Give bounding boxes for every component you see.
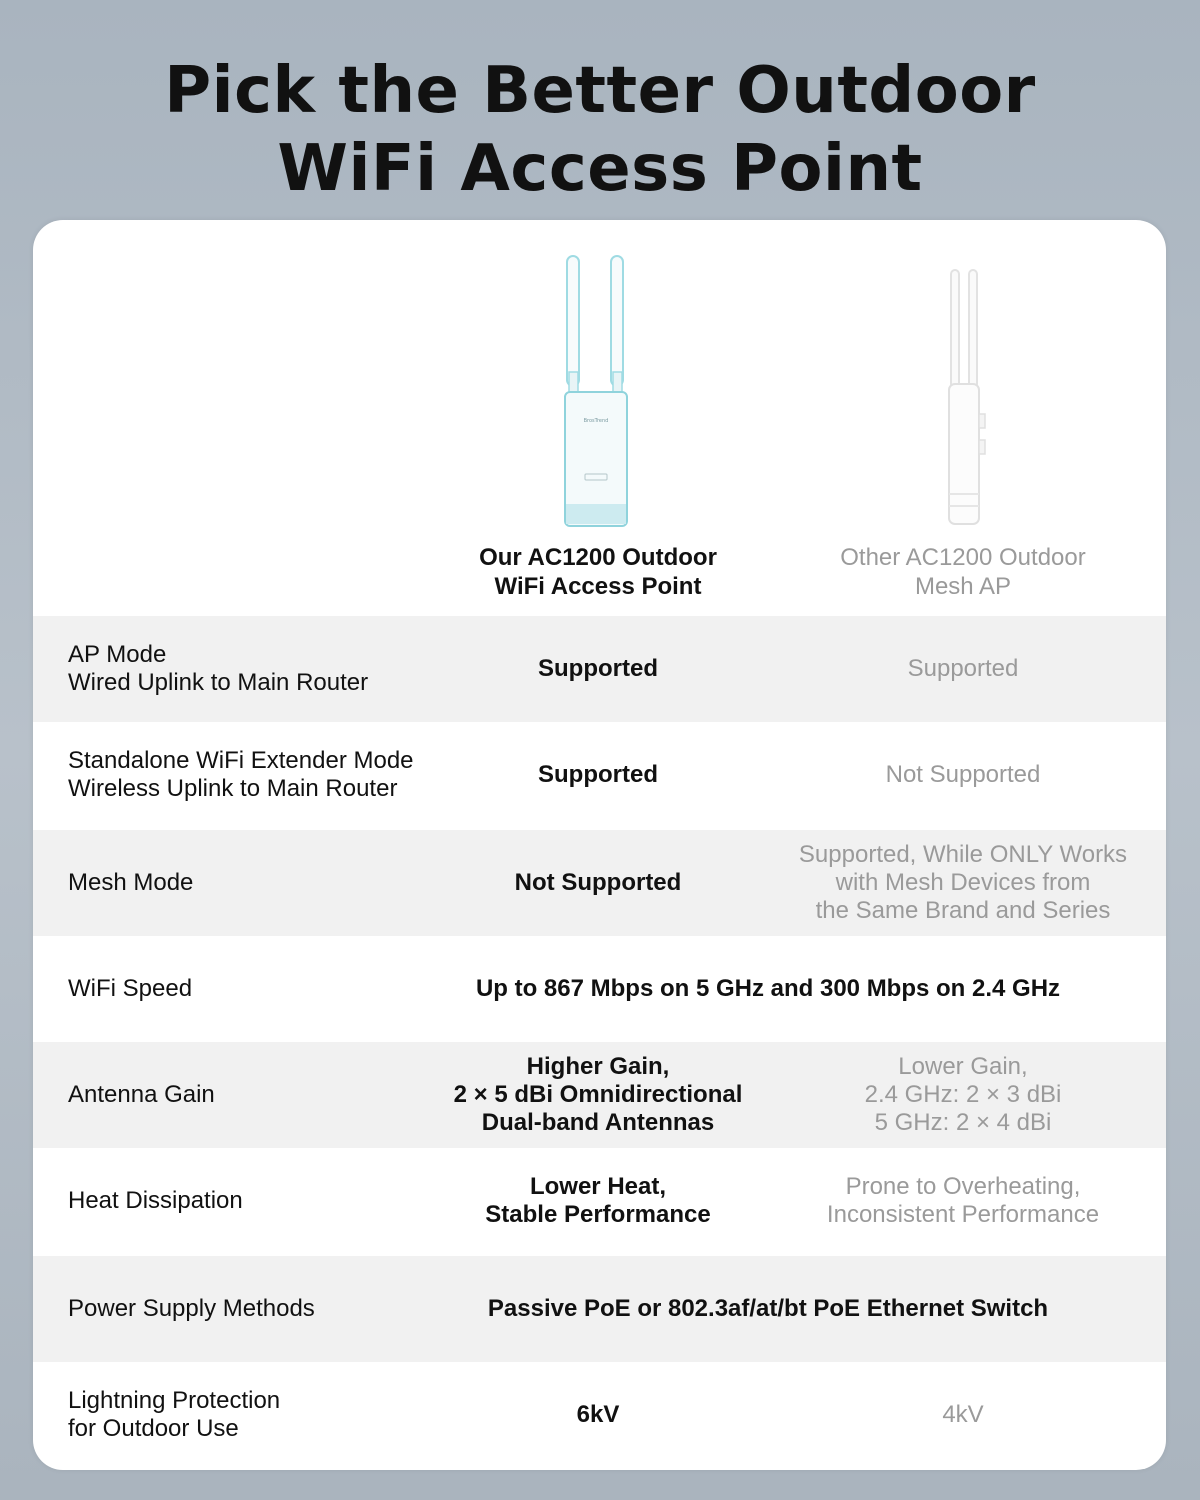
page-title xyxy=(0,52,1200,208)
title-line-1: Pick the Better Outdoor xyxy=(164,54,1036,128)
our-value: Lower Heat, Stable Performance xyxy=(485,1173,711,1228)
feature-label: Power Supply Methods xyxy=(68,1295,315,1322)
feature-label: Heat Dissipation xyxy=(68,1187,243,1214)
comparison-card xyxy=(33,220,1166,1470)
our-value: Supported xyxy=(538,655,658,682)
other-product-column xyxy=(793,220,1133,616)
other-value: Supported xyxy=(907,655,1019,682)
product-header xyxy=(33,220,1166,616)
our-value: Supported xyxy=(538,761,658,788)
other-value: Not Supported xyxy=(885,761,1041,788)
row-wifi-speed xyxy=(33,936,1166,1042)
feature-label: Lightning Protection for Outdoor Use xyxy=(68,1387,281,1442)
row-mesh-mode xyxy=(33,830,1166,936)
other-value: Supported, While ONLY Works with Mesh Devices from the Same Brand and Series xyxy=(798,841,1128,924)
feature-label: Antenna Gain xyxy=(68,1081,215,1108)
other-value: Prone to Overheating, Inconsistent Performance xyxy=(826,1173,1100,1228)
our-product-name: Our AC1200 Outdoor WiFi Access Point xyxy=(479,544,717,600)
our-value: Not Supported xyxy=(514,869,682,896)
row-heat-dissipation xyxy=(33,1148,1166,1254)
our-product-column xyxy=(433,220,763,616)
feature-label: Standalone WiFi Extender Mode Wireless Uplink to Main Router xyxy=(68,747,414,802)
outdoor-access-point-image xyxy=(561,254,641,530)
other-value: Lower Gain, 2.4 GHz: 2 × 3 dBi 5 GHz: 2 × 4 dBi xyxy=(864,1053,1062,1136)
row-lightning-protection xyxy=(33,1362,1166,1468)
row-power-supply xyxy=(33,1256,1166,1362)
feature-label: AP Mode Wired Uplink to Main Router xyxy=(68,641,369,696)
row-antenna-gain xyxy=(33,1042,1166,1148)
other-value: 4kV xyxy=(942,1401,984,1428)
title-line-2: WiFi Access Point xyxy=(277,132,923,206)
other-product-name: Other AC1200 Outdoor Mesh AP xyxy=(840,544,1086,600)
row-ap-mode xyxy=(33,616,1166,722)
outdoor-mesh-ap-image xyxy=(943,268,1003,528)
device-brand-label: BrosTrend xyxy=(583,418,609,424)
feature-label: Mesh Mode xyxy=(68,869,194,896)
feature-label: WiFi Speed xyxy=(68,975,193,1002)
our-value: Higher Gain, 2 × 5 dBi Omnidirectional Dual-band Antennas xyxy=(453,1053,743,1136)
shared-value: Passive PoE or 802.3af/at/bt PoE Ethernet Switch xyxy=(487,1295,1049,1322)
shared-value: Up to 867 Mbps on 5 GHz and 300 Mbps on 2.4 GHz xyxy=(475,975,1061,1002)
row-extender-mode xyxy=(33,722,1166,828)
our-value: 6kV xyxy=(576,1401,620,1428)
